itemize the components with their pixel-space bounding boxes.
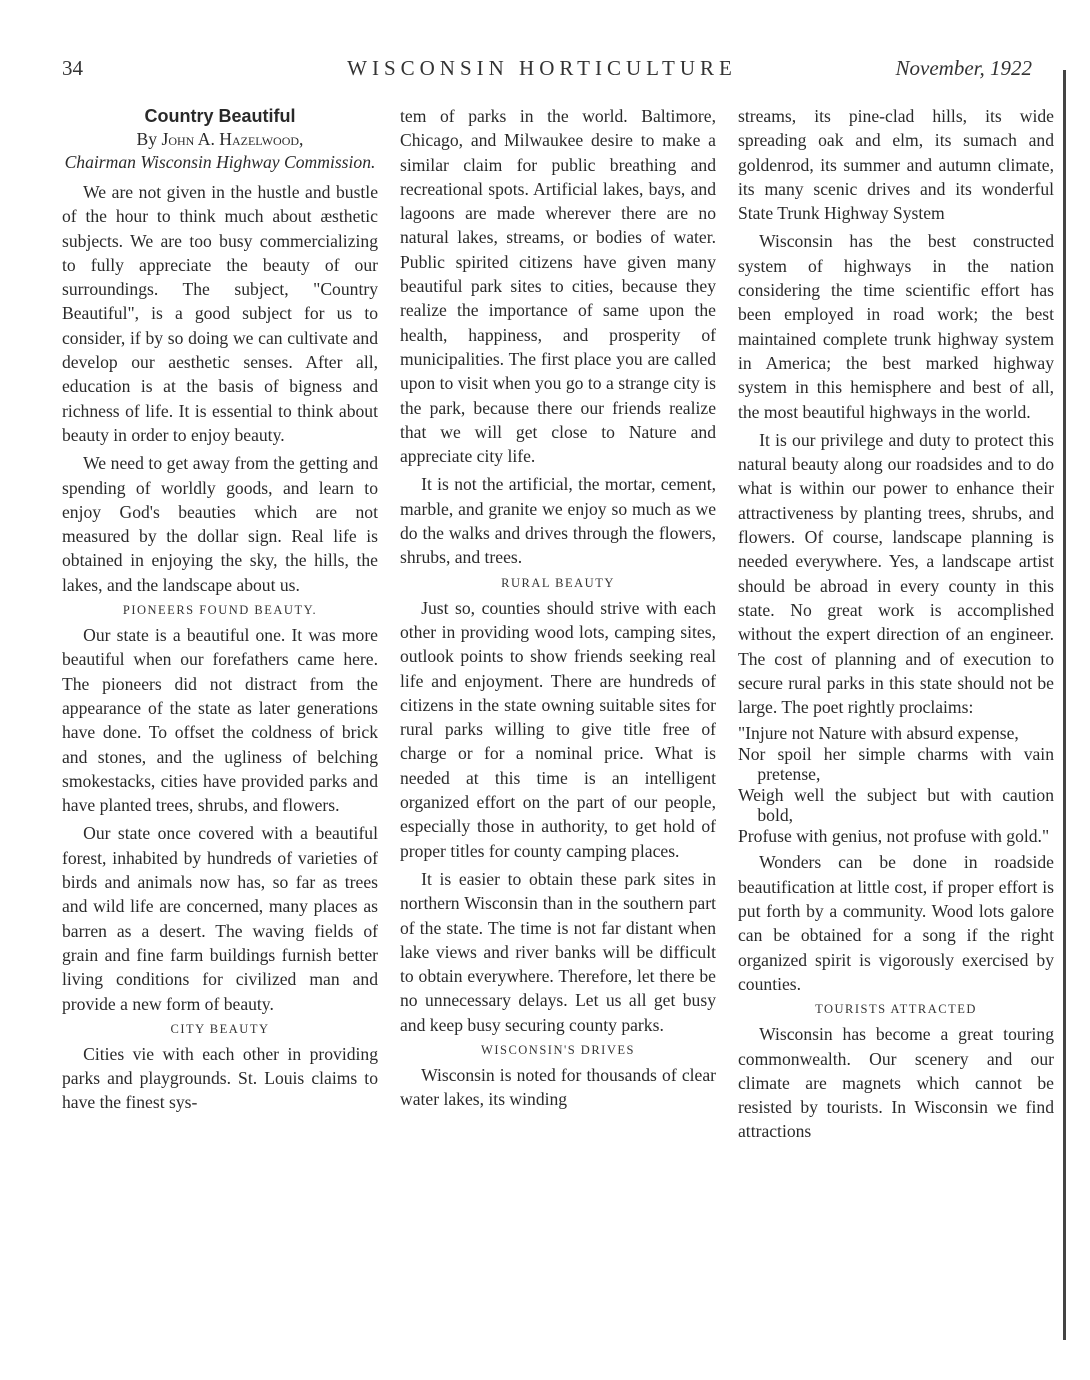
author-name: John A. Hazelwood, [161, 129, 304, 149]
section-heading: CITY BEAUTY [170, 1021, 270, 1036]
paragraph: We need to get away from the getting and spending of worldly goods, and learn to enjoy God's beauties which are not measured by the dollar sign. Real life is obtained in enjoying the sky, the hills, the lakes, and the landscape about us. [62, 453, 378, 595]
paragraph: Our state is a beautiful one. It was more beautiful when our forefathers came here. The pioneers did not distract from the appearance of the state as later generations have done. To offset the coldness of brick and stones, and the ugliness of belching smokestacks, cities have provided parks and have planted trees, shrubs, and flowers. [62, 625, 378, 816]
paragraph: It is our privilege and duty to protect this natural beauty along our roadsides and to do what is within our power to enhance their attractiveness by planting trees, shrubs, and flowers. Of course, landscape planning is needed everywhere. Yes, a landscape artist should be abroad in every county in this state. No great work is accomplished without the expert direction of an engineer. The cost of planning and of execution to secure rural parks in this state should not be large. The poet rightly proclaims: [738, 429, 1054, 718]
paragraph: It is not the artificial, the mortar, cement, marble, and granite we enjoy so much as we do the walks and drives through the flowers, shrubs, and trees. [400, 474, 716, 568]
page-number: 34 [62, 56, 83, 80]
paragraph: Wisconsin has become a great touring commonwealth. Our scenery and our climate are magnets which cannot be resisted by tourists. In Wisconsin we find attractions [738, 1024, 1054, 1142]
paragraph: Wisconsin has the best constructed system of highways in the nation considering the time scientific effort has been employed in road work; the best maintained complete trunk highway system in America; the best marked highway system in this hemisphere and best of all, the most beautiful highways in the world. [738, 231, 1054, 422]
right-margin-rule [1063, 70, 1066, 1340]
poem-quote [738, 723, 1054, 846]
poem-line: Weigh well the subject but with caution bold, [738, 785, 1054, 826]
section-heading: TOURISTS ATTRACTED [815, 1002, 977, 1017]
byline-prefix: By [136, 129, 158, 149]
poem-line: "Injure not Nature with absurd expense, [738, 723, 1019, 744]
author-role: Chairman Wisconsin Highway Commission. [64, 152, 376, 172]
issue-date: November, 1922 [895, 56, 1032, 80]
article-byline [62, 128, 378, 151]
paragraph: Just so, counties should strive with each other in providing wood lots, camping sites, outlook points to show friends seeking real life and enjoyment. There are hundreds of citizens in the state owning suitable sites for rural parks willing to give title free of charge or for a nominal price. What is needed at this time is an intelligent organized effort on the part of our people, especially those in authority, to get hold of proper titles for county camping places. [400, 597, 716, 861]
paragraph: streams, its pine-clad hills, its wide spreading oak and elm, its sumach and goldenrod, its summer and autumn climate, its many scenic drives and its wonderful State Trunk Highway System [738, 106, 1054, 224]
section-heading: WISCONSIN'S DRIVES [481, 1042, 635, 1057]
poem-line: Nor spoil her simple charms with vain pretense, [738, 744, 1054, 785]
paragraph: Cities vie with each other in providing parks and playgrounds. St. Louis claims to have the finest sys- [62, 1043, 378, 1113]
poem-line: Profuse with genius, not profuse with gold." [738, 826, 1050, 847]
paragraph: Our state once covered with a beautiful forest, inhabited by hundreds of varieties of birds and animals now has, so far as trees and wild life are concerned, many places as barren as a desert. The waving fields of grain and fine farm buildings furnish better living conditions for civilized man and provide a new form of beauty. [62, 823, 378, 1014]
paragraph: tem of parks in the world. Baltimore, Chicago, and Milwaukee desire to make a similar claim for public breathing and recreational spots. Artificial lakes, bays, and lagoons are made wherever there are no natural lakes, streams, or bodies of water. Public spirited citizens have given many beautiful park sites to cities, because they realize the importance of same upon the health, happiness, and prosperity of municipalities. The first place you are called upon to visit when you go to a strange city is the park, because there our friends realize that we will get close to Nature and appreciate city life. [400, 106, 716, 467]
section-heading: PIONEERS FOUND BEAUTY. [122, 603, 318, 618]
column-2 [400, 104, 716, 1344]
paragraph: It is easier to obtain these park sites in northern Wisconsin than in the southern part of the state. The time is not far distant when lake views and river banks will be difficult to obtain everywhere. Therefore, let there be no unnecessary delays. Let us all get busy and keep busy securing county parks. [400, 868, 716, 1035]
paragraph: Wisconsin is noted for thousands of clear water lakes, its winding [400, 1064, 716, 1110]
column-3 [738, 104, 1054, 1344]
paragraph: Wonders can be done in roadside beautification at little cost, if proper effort is put forth by a community. Wood lots galore can be obtained for a song if the right organized spirit is vigorously exercised by counties. [738, 852, 1054, 994]
column-1 [62, 104, 378, 1344]
section-heading: RURAL BEAUTY [501, 575, 615, 590]
paragraph: We are not given in the hustle and bustle of the hour to think much about æsthetic subjects. We are too busy commercializing to fully appreciate the beauty of our surroundings. The subject, "Country Beautiful", is a good subject for us to consider, if by so doing we can cultivate and develop our aesthetic senses. After all, education is at the basis of bigness and richness of life. It is essential to think about beauty in order to enjoy beauty. [62, 182, 378, 445]
page-header [62, 56, 1032, 86]
journal-title: WISCONSIN HORTICULTURE [347, 56, 737, 80]
article-title: Country Beautiful [144, 106, 296, 126]
